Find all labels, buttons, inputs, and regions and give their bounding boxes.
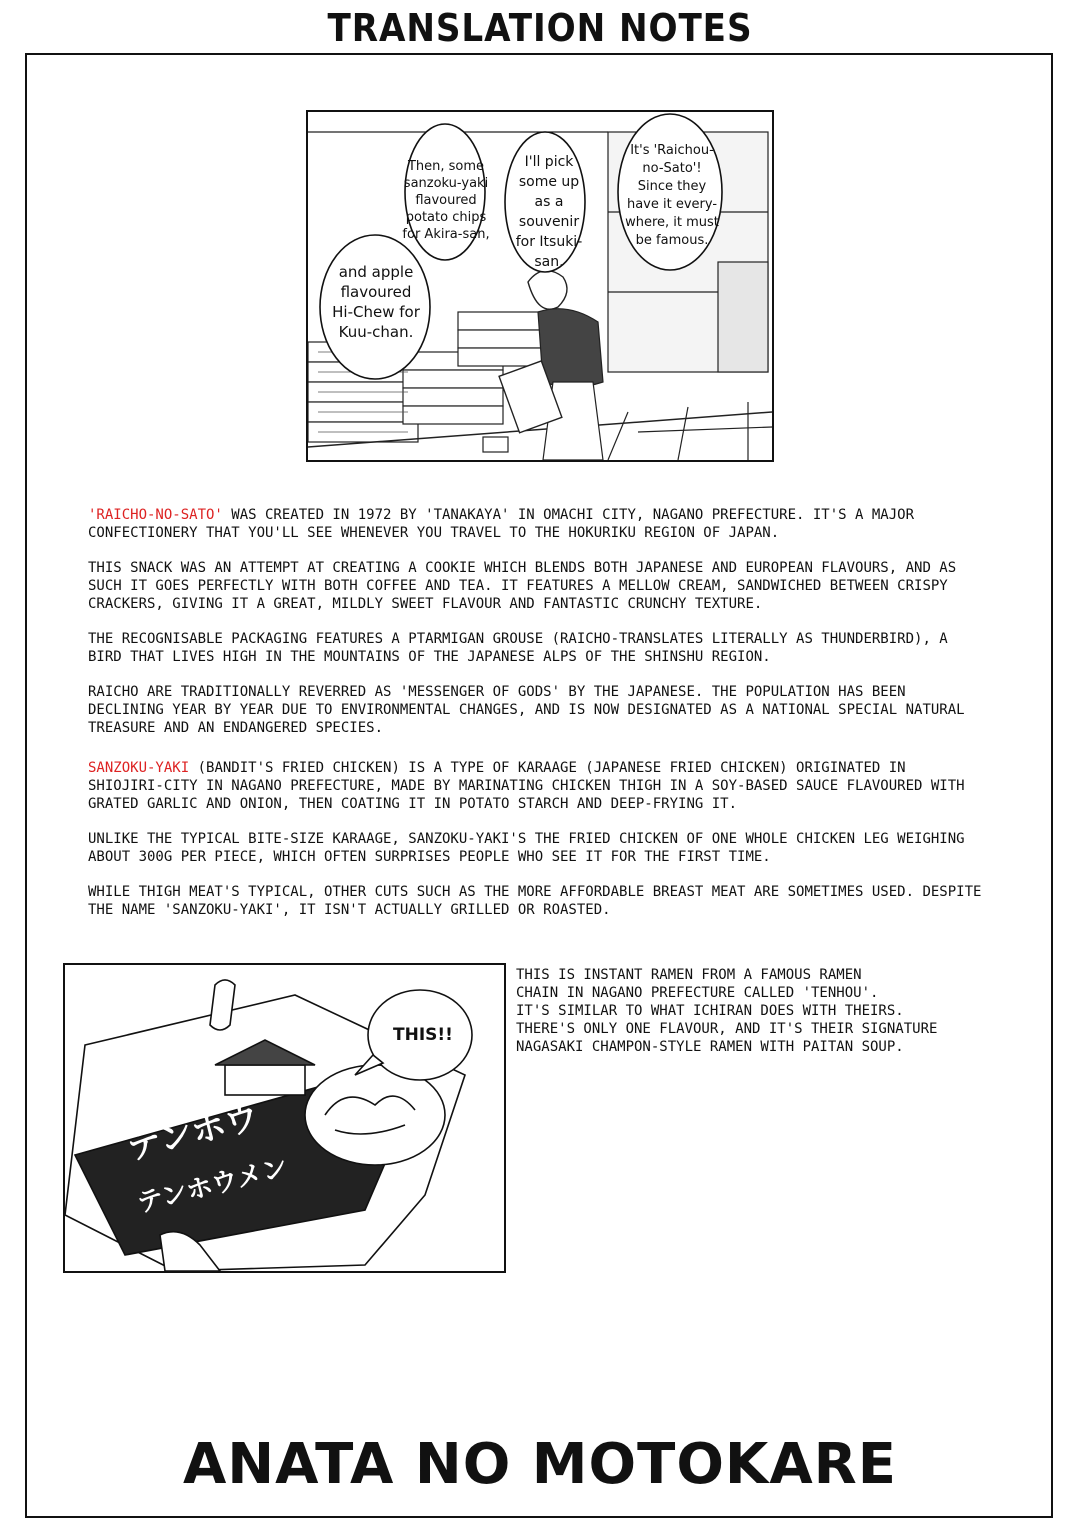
note-thigh-meat: WHILE THIGH MEAT'S TYPICAL, OTHER CUTS SUCH AS THE MORE AFFORDABLE BREAST MEAT ARE SOMETIMES USED. DESPITE THE NAME 'SANZOKU-YAKI', IT ISN'T ACTUALLY GRILLED OR ROASTED. [88, 884, 982, 918]
ramen-package-illustration [65, 965, 504, 1271]
ramen-side-note [516, 966, 996, 1056]
note-raicho-gods: RAICHO ARE TRADITIONALLY REVERRED AS 'MESSENGER OF GODS' BY THE JAPANESE. THE POPULATION HAS BEEN DECLINING YEAR BY YEAR DUE TO ENVIRONMENTAL CHANGES, AND IS NOW DESIGNATED AS A NATIONAL SPECIAL NATURAL TREASURE AND AN ENDANGERED SPECIES. [88, 684, 965, 736]
speech-bubble-souvenir: I'll pick some up as a souvenir for Itsuki-san. [515, 154, 583, 270]
note-raicho-no-sato [88, 506, 988, 542]
note-sanzoku-yaki [88, 759, 988, 813]
series-title: ANATA NO MOTOKARE [182, 1432, 898, 1497]
note-text: WAS CREATED IN 1972 BY 'TANAKAYA' IN OMACHI CITY, NAGANO PREFECTURE. IT'S A MAJOR CONFECTIONERY THAT YOU'LL SEE WHENEVER YOU TRAVEL TO THE HOKURIKU REGION OF JAPAN. [88, 507, 915, 541]
speech-bubble-raichou: It's 'Raichou-no-Sato'! Since they have it every-where, it must be famous. [625, 143, 719, 248]
side-note-line: IT'S SIMILAR TO WHAT ICHIRAN DOES WITH THEIRS. [516, 1003, 904, 1019]
speech-bubble-hi-chew: and apple flavoured Hi-Chew for Kuu-chan. [332, 263, 420, 341]
manga-panel-shop [306, 110, 774, 462]
note-chicken-leg: UNLIKE THE TYPICAL BITE-SIZE KARAAGE, SANZOKU-YAKI'S THE FRIED CHICKEN OF ONE WHOLE CHICKEN LEG WEIGHING ABOUT 300G PER PIECE, WHICH OFTEN SURPRISES PEOPLE WHO SEE IT FOR THE FIRST TIME. [88, 831, 965, 865]
speech-bubble-this: THIS!! [393, 1025, 453, 1045]
side-note-line: THERE'S ONLY ONE FLAVOUR, AND IT'S THEIR SIGNATURE [516, 1021, 938, 1037]
side-note-line: NAGASAKI CHAMPON-STYLE RAMEN WITH PAITAN SOUP. [516, 1039, 904, 1055]
note-packaging: THE RECOGNISABLE PACKAGING FEATURES A PTARMIGAN GROUSE (RAICHO-TRANSLATES LITERALLY AS THUNDERBIRD), A BIRD THAT LIVES HIGH IN THE MOUNTAINS OF THE JAPANESE ALPS OF THE SHINSHU REGION. [88, 631, 948, 665]
note-text: (BANDIT'S FRIED CHICKEN) IS A TYPE OF KARAAGE (JAPANESE FRIED CHICKEN) ORIGINATED IN SHIOJIRI-CITY IN NAGANO PREFECTURE, MADE BY MARINATING CHICKEN THIGH IN A SOY-BASED SAUCE FLAVOURED WITH GRATED GARLIC AND ONION, THEN COATING IT IN POTATO STARCH AND DEEP-FRYING IT. [88, 760, 965, 812]
side-note-line: CHAIN IN NAGANO PREFECTURE CALLED 'TENHOU'. [516, 985, 879, 1001]
highlight-sanzoku-yaki: SANZOKU-YAKI [88, 760, 190, 776]
package-logo-text: テンホウ [123, 1097, 264, 1169]
highlight-raicho-no-sato: 'RAICHO-NO-SATO' [88, 507, 223, 523]
translation-notes-body [88, 506, 988, 936]
note-snack-description: THIS SNACK WAS AN ATTEMPT AT CREATING A COOKIE WHICH BLENDS BOTH JAPANESE AND EUROPEAN FLAVOURS, AND AS SUCH IT GOES PERFECTLY WITH BOTH COFFEE AND TEA. IT FEATURES A MELLOW CREAM, SANDWICHED BETWEEN CRISPY CRACKERS, GIVING IT A GREAT, MILDLY SWEET FLAVOUR AND FANTASTIC CRUNCHY TEXTURE. [88, 560, 957, 612]
side-note-line: THIS IS INSTANT RAMEN FROM A FAMOUS RAMEN [516, 967, 862, 983]
package-name-text: テンホウメン [134, 1152, 291, 1220]
speech-bubble-potato-chips: Then, some sanzoku-yaki flavoured potato chips for Akira-san, [402, 159, 490, 242]
page-title: TRANSLATION NOTES [327, 6, 753, 50]
manga-panel-ramen [63, 963, 506, 1273]
